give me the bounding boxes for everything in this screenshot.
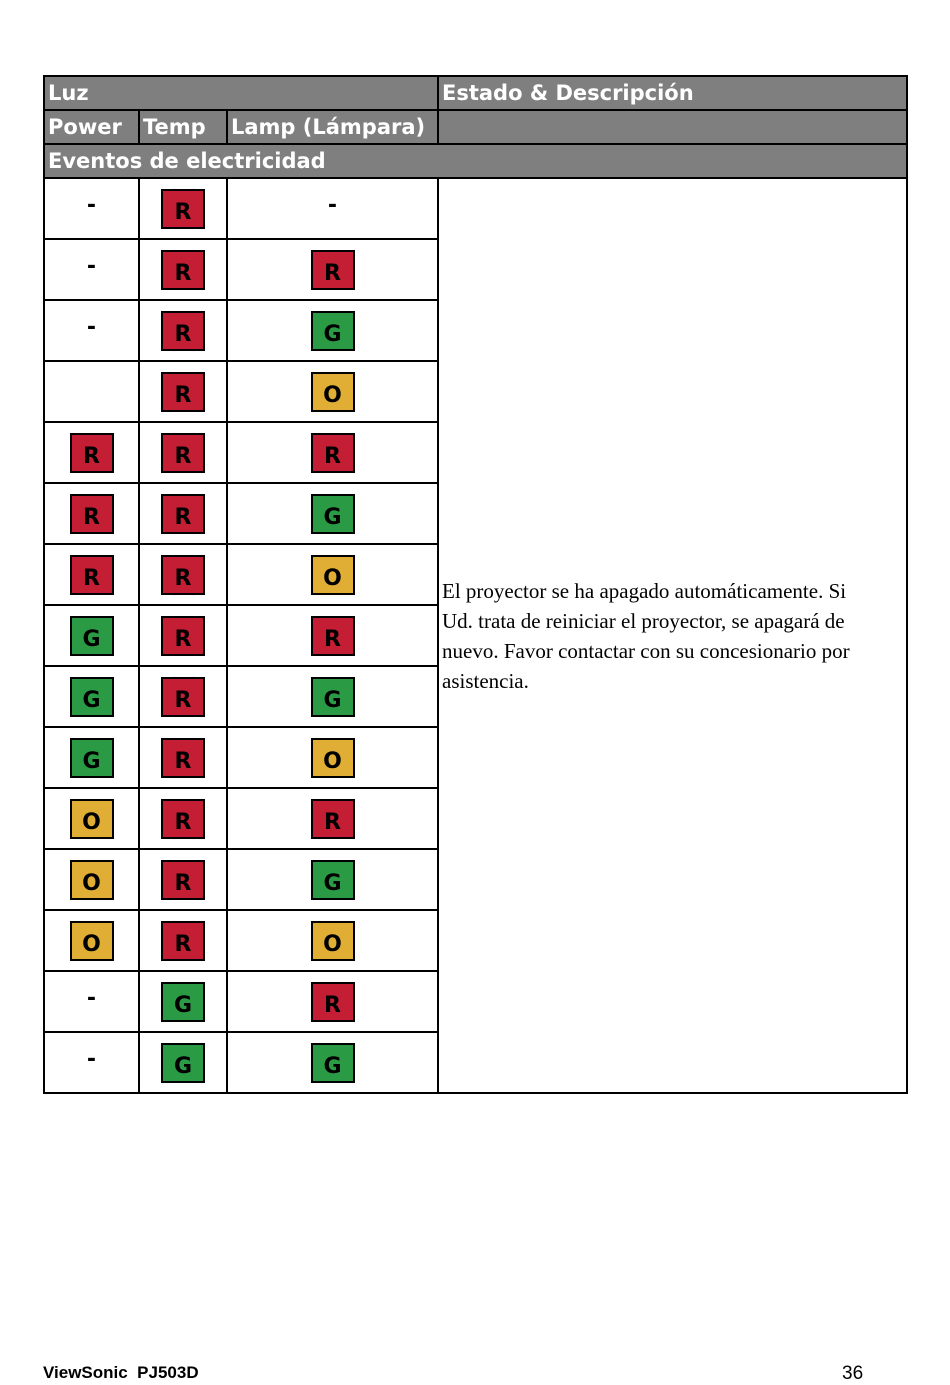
red-indicator: R [70,555,114,595]
red-indicator: R [161,311,205,351]
cell-temp [139,1032,227,1093]
cell-power [44,788,139,849]
red-indicator: R [161,494,205,534]
cell-temp [139,910,227,971]
red-indicator: R [311,250,355,290]
off-indicator: - [86,253,97,279]
red-indicator: R [70,494,114,534]
green-indicator: G [70,738,114,778]
cell-temp [139,544,227,605]
cell-lamp [227,666,438,727]
orange-indicator: O [311,921,355,961]
off-indicator: - [327,192,338,218]
cell-lamp [227,788,438,849]
section-title: Eventos de electricidad [44,144,907,178]
green-indicator: G [161,1043,205,1083]
red-indicator: R [311,433,355,473]
red-indicator: R [311,799,355,839]
cell-power [44,1032,139,1093]
green-indicator: G [311,311,355,351]
red-indicator: R [161,677,205,717]
cell-lamp [227,910,438,971]
red-indicator: R [161,921,205,961]
cell-temp [139,727,227,788]
column-temp: Temp [139,110,227,144]
green-indicator: G [161,982,205,1022]
red-indicator: R [161,616,205,656]
red-indicator: R [161,433,205,473]
green-indicator: G [70,616,114,656]
cell-power [44,849,139,910]
cell-temp [139,605,227,666]
table-row [44,178,907,239]
green-indicator: G [70,677,114,717]
cell-temp [139,849,227,910]
column-lamp: Lamp (Lámpara) [227,110,438,144]
footer-brand: ViewSonic PJ503D [43,1363,199,1382]
cell-power [44,971,139,1032]
cell-lamp [227,361,438,422]
cell-lamp [227,300,438,361]
red-indicator: R [161,250,205,290]
cell-lamp [227,971,438,1032]
led-status-table [43,75,908,1094]
red-indicator: R [161,189,205,229]
orange-indicator: O [311,738,355,778]
status-description: El proyector se ha apagado automáticamente. Si Ud. trata de reiniciar el proyector, se apagará de nuevo. Favor contactar con su concesionario por asistencia. [438,178,907,1093]
off-indicator: - [86,314,97,340]
cell-temp [139,422,227,483]
cell-power [44,361,139,422]
header-luz: Luz [44,76,438,110]
cell-lamp [227,605,438,666]
page-number: 36 [842,1363,864,1384]
cell-power [44,239,139,300]
cell-power [44,422,139,483]
red-indicator: R [161,555,205,595]
cell-temp [139,361,227,422]
red-indicator: R [311,616,355,656]
green-indicator: G [311,677,355,717]
cell-power [44,178,139,239]
green-indicator: G [311,494,355,534]
green-indicator: G [311,860,355,900]
cell-temp [139,300,227,361]
red-indicator: R [161,738,205,778]
cell-lamp [227,849,438,910]
header-estado-descripcion: Estado & Descripción [438,76,907,110]
cell-lamp [227,239,438,300]
orange-indicator: O [70,860,114,900]
cell-power [44,666,139,727]
cell-temp [139,788,227,849]
cell-power [44,605,139,666]
off-indicator: - [86,985,97,1011]
orange-indicator: O [311,372,355,412]
cell-lamp [227,1032,438,1093]
red-indicator: R [161,860,205,900]
cell-power [44,483,139,544]
off-indicator: - [86,1046,97,1072]
cell-temp [139,666,227,727]
cell-temp [139,971,227,1032]
red-indicator: R [161,372,205,412]
cell-power [44,544,139,605]
cell-lamp [227,727,438,788]
cell-lamp [227,178,438,239]
cell-temp [139,483,227,544]
cell-lamp [227,422,438,483]
cell-temp [139,239,227,300]
cell-lamp [227,544,438,605]
orange-indicator: O [70,921,114,961]
green-indicator: G [311,1043,355,1083]
cell-power [44,727,139,788]
off-indicator: - [86,192,97,218]
cell-temp [139,178,227,239]
cell-lamp [227,483,438,544]
red-indicator: R [311,982,355,1022]
orange-indicator: O [70,799,114,839]
cell-power [44,300,139,361]
red-indicator: R [161,799,205,839]
orange-indicator: O [311,555,355,595]
column-estado-empty [438,110,907,144]
column-power: Power [44,110,139,144]
cell-power [44,910,139,971]
red-indicator: R [70,433,114,473]
